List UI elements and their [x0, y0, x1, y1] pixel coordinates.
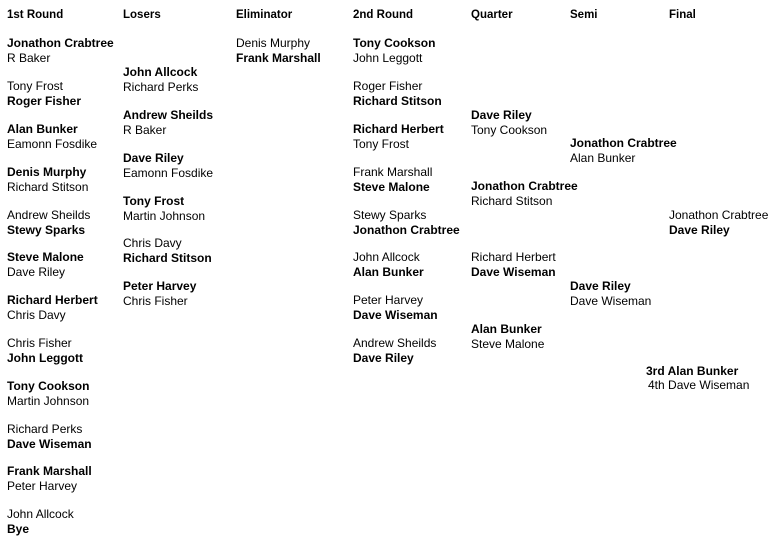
- match-round1: [7, 336, 83, 365]
- header-semi: Semi: [570, 9, 598, 21]
- player: Denis Murphy: [7, 165, 87, 179]
- player: Alan Bunker: [7, 122, 78, 136]
- match-losers: [123, 108, 213, 137]
- player: Frank Marshall: [353, 165, 433, 179]
- player: Richard Perks: [123, 79, 199, 94]
- player: Chris Davy: [7, 307, 66, 322]
- player: Tony Frost: [123, 194, 185, 208]
- match-round2: [353, 79, 442, 108]
- match-round1: [7, 79, 81, 108]
- match-quarter: [471, 250, 556, 279]
- match-round1: [7, 379, 89, 408]
- match-round1: [7, 122, 97, 151]
- match-losers: [123, 279, 196, 308]
- header-final: Final: [669, 9, 696, 21]
- player: Dave Wiseman: [353, 307, 438, 322]
- player: Steve Malone: [7, 250, 84, 264]
- player: John Leggott: [7, 350, 83, 365]
- header-quarter: Quarter: [471, 9, 513, 21]
- player: Dave Riley: [7, 264, 66, 279]
- player: Richard Herbert: [471, 250, 556, 264]
- player: Jonathon Crabtree: [353, 222, 460, 237]
- player: Richard Stitson: [123, 250, 212, 265]
- match-eliminator: [236, 36, 321, 65]
- player: Eamonn Fosdike: [123, 165, 214, 180]
- player: Stewy Sparks: [353, 208, 427, 222]
- third-place-label: 3rd: [646, 364, 665, 378]
- match-losers: [123, 151, 213, 180]
- match-losers: [123, 236, 212, 265]
- match-round1: [7, 36, 114, 65]
- player: Chris Fisher: [7, 336, 72, 350]
- player: Chris Davy: [123, 236, 182, 250]
- player: Frank Marshall: [7, 464, 92, 478]
- header-losers: Losers: [123, 9, 161, 21]
- match-round2: [353, 122, 444, 151]
- match-round2: [353, 336, 436, 365]
- player: Dave Riley: [123, 151, 184, 165]
- match-losers: [123, 194, 205, 223]
- match-quarter: [471, 179, 578, 208]
- player: Roger Fisher: [353, 79, 423, 93]
- match-round2: [353, 293, 438, 322]
- match-round1: [7, 422, 92, 451]
- match-quarter: [471, 322, 544, 351]
- player: Frank Marshall: [236, 50, 321, 65]
- player: Andrew Sheilds: [123, 108, 214, 122]
- player: Alan Bunker: [570, 150, 636, 165]
- player: Peter Harvey: [7, 478, 78, 493]
- player: Jonathon Crabtree: [669, 208, 769, 222]
- player: Steve Malone: [471, 336, 545, 351]
- player: John Allcock: [353, 250, 420, 264]
- player: Richard Herbert: [7, 293, 98, 307]
- player: Stewy Sparks: [7, 222, 86, 237]
- player: Andrew Sheilds: [7, 208, 91, 222]
- match-losers: [123, 65, 198, 94]
- player: Jonathon Crabtree: [570, 136, 677, 150]
- match-round1: [7, 293, 98, 322]
- player: Peter Harvey: [353, 293, 424, 307]
- player: Richard Stitson: [7, 179, 89, 194]
- header-2nd-round: 2nd Round: [353, 9, 414, 21]
- player: Martin Johnson: [7, 393, 90, 408]
- player: Denis Murphy: [236, 36, 311, 50]
- match-round1: [7, 464, 92, 493]
- match-round1: [7, 165, 88, 194]
- player: Tony Frost: [353, 136, 410, 151]
- match-round2: [353, 36, 435, 65]
- match-round1: [7, 208, 90, 237]
- match-round1: [7, 507, 74, 536]
- match-semi: [570, 136, 677, 165]
- player: John Allcock: [7, 507, 74, 521]
- player: Alan Bunker: [353, 264, 424, 279]
- match-round2: [353, 165, 432, 194]
- player: Dave Wiseman: [471, 264, 556, 279]
- player: Dave Riley: [353, 350, 414, 365]
- player: Peter Harvey: [123, 279, 197, 293]
- player: Richard Herbert: [353, 122, 444, 136]
- match-round1: [7, 250, 84, 279]
- player: Chris Fisher: [123, 293, 188, 308]
- player: Dave Riley: [471, 108, 532, 122]
- player: Dave Riley: [669, 222, 730, 237]
- player: Richard Stitson: [353, 93, 442, 108]
- match-round2: [353, 250, 424, 279]
- match-round2: [353, 208, 460, 237]
- player: Jonathon Crabtree: [7, 36, 114, 50]
- player: Tony Cookson: [471, 122, 548, 137]
- player: Dave Wiseman: [7, 436, 92, 451]
- player: Roger Fisher: [7, 93, 82, 108]
- fourth-place-label: 4th: [648, 378, 665, 392]
- player: John Allcock: [123, 65, 198, 79]
- match-quarter: [471, 108, 547, 137]
- header-eliminator: Eliminator: [236, 9, 293, 21]
- player: Dave Wiseman: [570, 293, 652, 308]
- player: Alan Bunker: [471, 322, 542, 336]
- fourth-place-name: Dave Wiseman: [668, 378, 750, 392]
- match-final: [669, 208, 768, 237]
- player: Tony Frost: [7, 79, 64, 93]
- player: Martin Johnson: [123, 208, 206, 223]
- fourth-place: [648, 378, 749, 393]
- header-1st-round: 1st Round: [7, 9, 64, 21]
- player: R Baker: [7, 50, 51, 65]
- match-semi: [570, 279, 651, 308]
- player: Richard Perks: [7, 422, 83, 436]
- player: Dave Riley: [570, 279, 631, 293]
- player: R Baker: [123, 122, 167, 137]
- player: John Leggott: [353, 50, 423, 65]
- third-place: [646, 364, 738, 379]
- player: Steve Malone: [353, 179, 430, 194]
- third-place-name: Alan Bunker: [667, 364, 739, 378]
- player: Tony Cookson: [353, 36, 436, 50]
- player: Andrew Sheilds: [353, 336, 437, 350]
- player: Tony Cookson: [7, 379, 90, 393]
- player: Bye: [7, 521, 30, 536]
- player: Eamonn Fosdike: [7, 136, 98, 151]
- player: Jonathon Crabtree: [471, 179, 578, 193]
- player: Richard Stitson: [471, 193, 553, 208]
